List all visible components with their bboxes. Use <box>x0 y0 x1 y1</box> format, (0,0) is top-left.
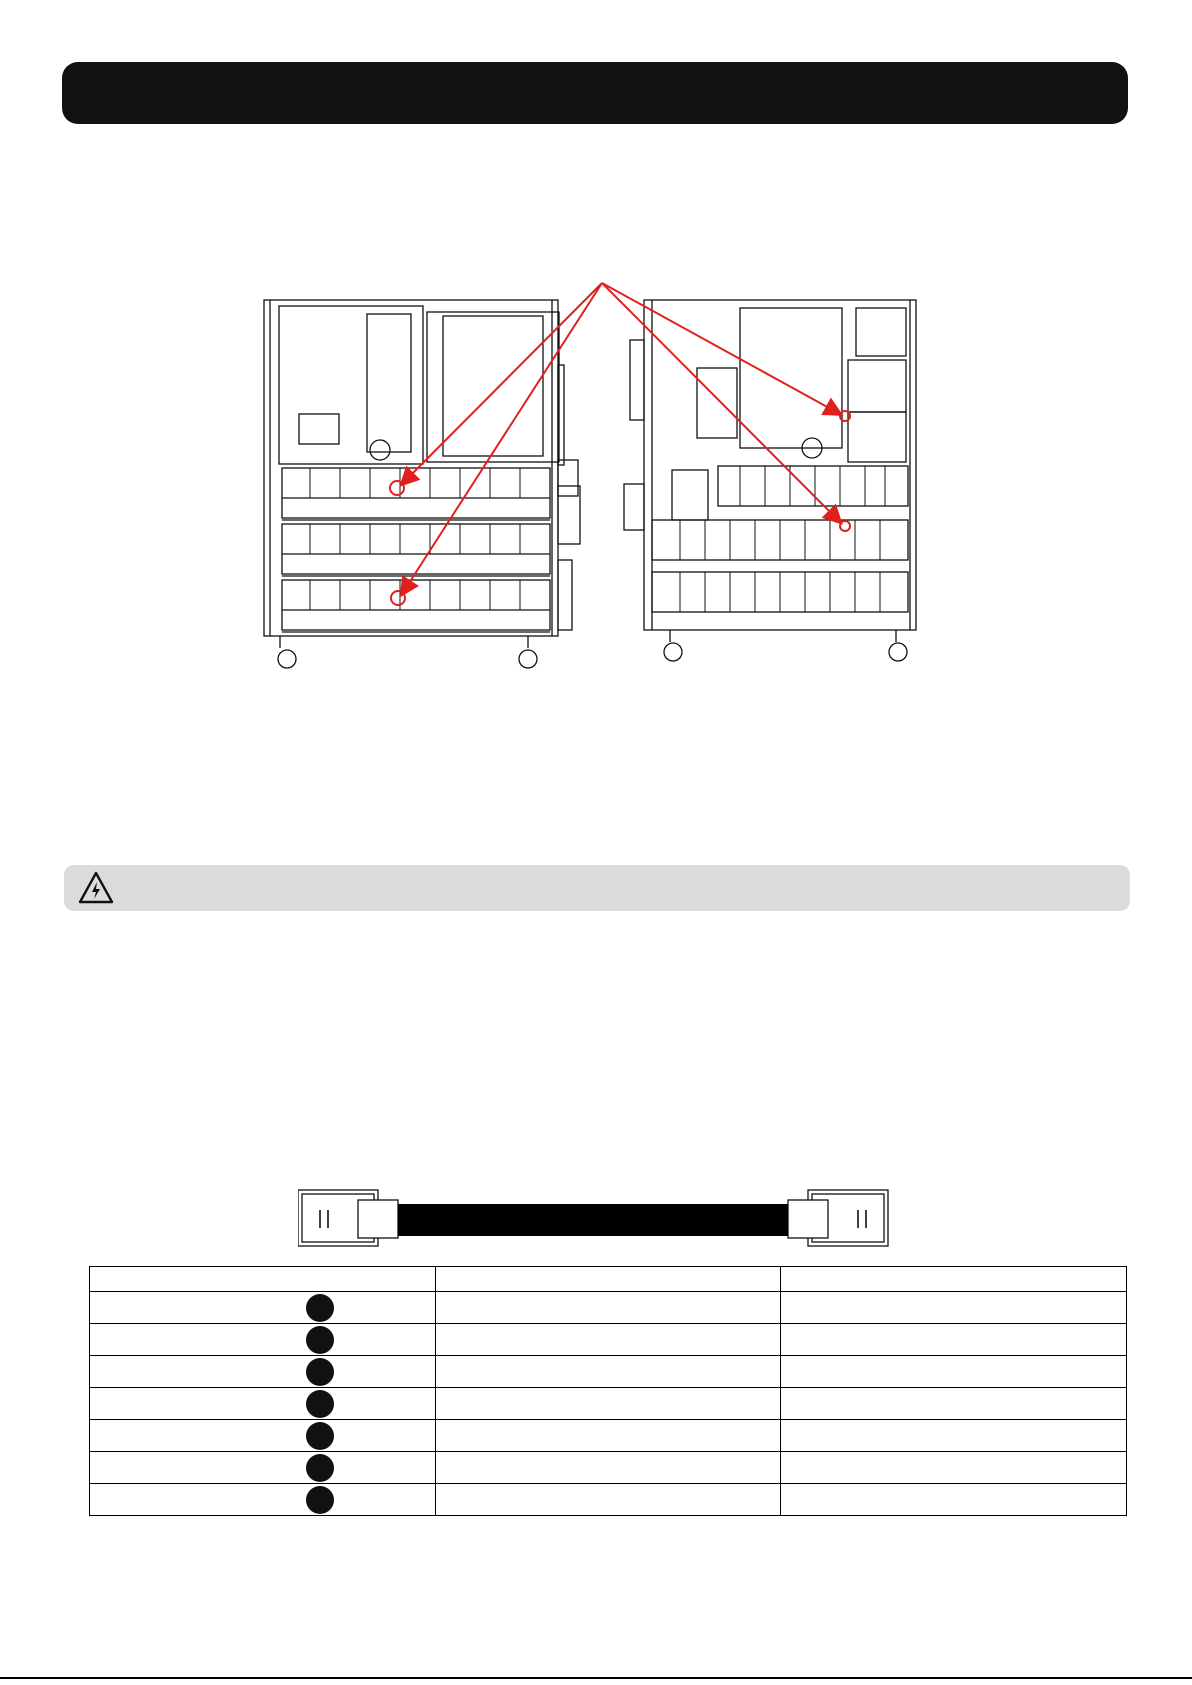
table-cell-marker <box>90 1420 436 1452</box>
table-row <box>90 1484 1127 1516</box>
black-circle-icon <box>306 1326 334 1354</box>
table-cell <box>435 1420 781 1452</box>
table-row <box>90 1420 1127 1452</box>
table-cell-marker <box>90 1324 436 1356</box>
table-cell <box>435 1484 781 1516</box>
table-cell-marker <box>90 1452 436 1484</box>
table-cell <box>781 1452 1127 1484</box>
table-header-cell <box>90 1267 436 1292</box>
table-row <box>90 1324 1127 1356</box>
table-cell <box>781 1420 1127 1452</box>
right-cabinet <box>624 300 916 661</box>
table-cell <box>435 1356 781 1388</box>
table-row <box>90 1388 1127 1420</box>
table-row <box>90 1356 1127 1388</box>
table-cell <box>435 1452 781 1484</box>
warning-bar <box>64 865 1130 911</box>
table-header-row <box>90 1267 1127 1292</box>
table-cell <box>781 1356 1127 1388</box>
table-cell <box>781 1324 1127 1356</box>
table-row <box>90 1452 1127 1484</box>
table-cell-marker <box>90 1292 436 1324</box>
cabinet-diagram <box>0 0 1192 700</box>
table-cell-marker <box>90 1356 436 1388</box>
left-cabinet <box>264 300 580 668</box>
table-header-cell <box>781 1267 1127 1292</box>
table-cell-marker <box>90 1484 436 1516</box>
footer-rule <box>0 1677 1192 1679</box>
black-circle-icon <box>306 1358 334 1386</box>
black-circle-icon <box>306 1486 334 1514</box>
table-cell <box>435 1324 781 1356</box>
table-cell-marker <box>90 1388 436 1420</box>
black-circle-icon <box>306 1294 334 1322</box>
table-cell <box>435 1292 781 1324</box>
callout-arrows <box>390 283 850 605</box>
table-row <box>90 1292 1127 1324</box>
battery-cable-illustration <box>298 1188 898 1250</box>
table-cell <box>435 1388 781 1420</box>
electric-hazard-icon <box>78 871 114 905</box>
table-cell <box>781 1484 1127 1516</box>
black-circle-icon <box>306 1454 334 1482</box>
black-circle-icon <box>306 1422 334 1450</box>
black-circle-icon <box>306 1390 334 1418</box>
table-cell <box>781 1292 1127 1324</box>
cable-spec-table <box>89 1266 1127 1516</box>
table-header-cell <box>435 1267 781 1292</box>
table-cell <box>781 1388 1127 1420</box>
